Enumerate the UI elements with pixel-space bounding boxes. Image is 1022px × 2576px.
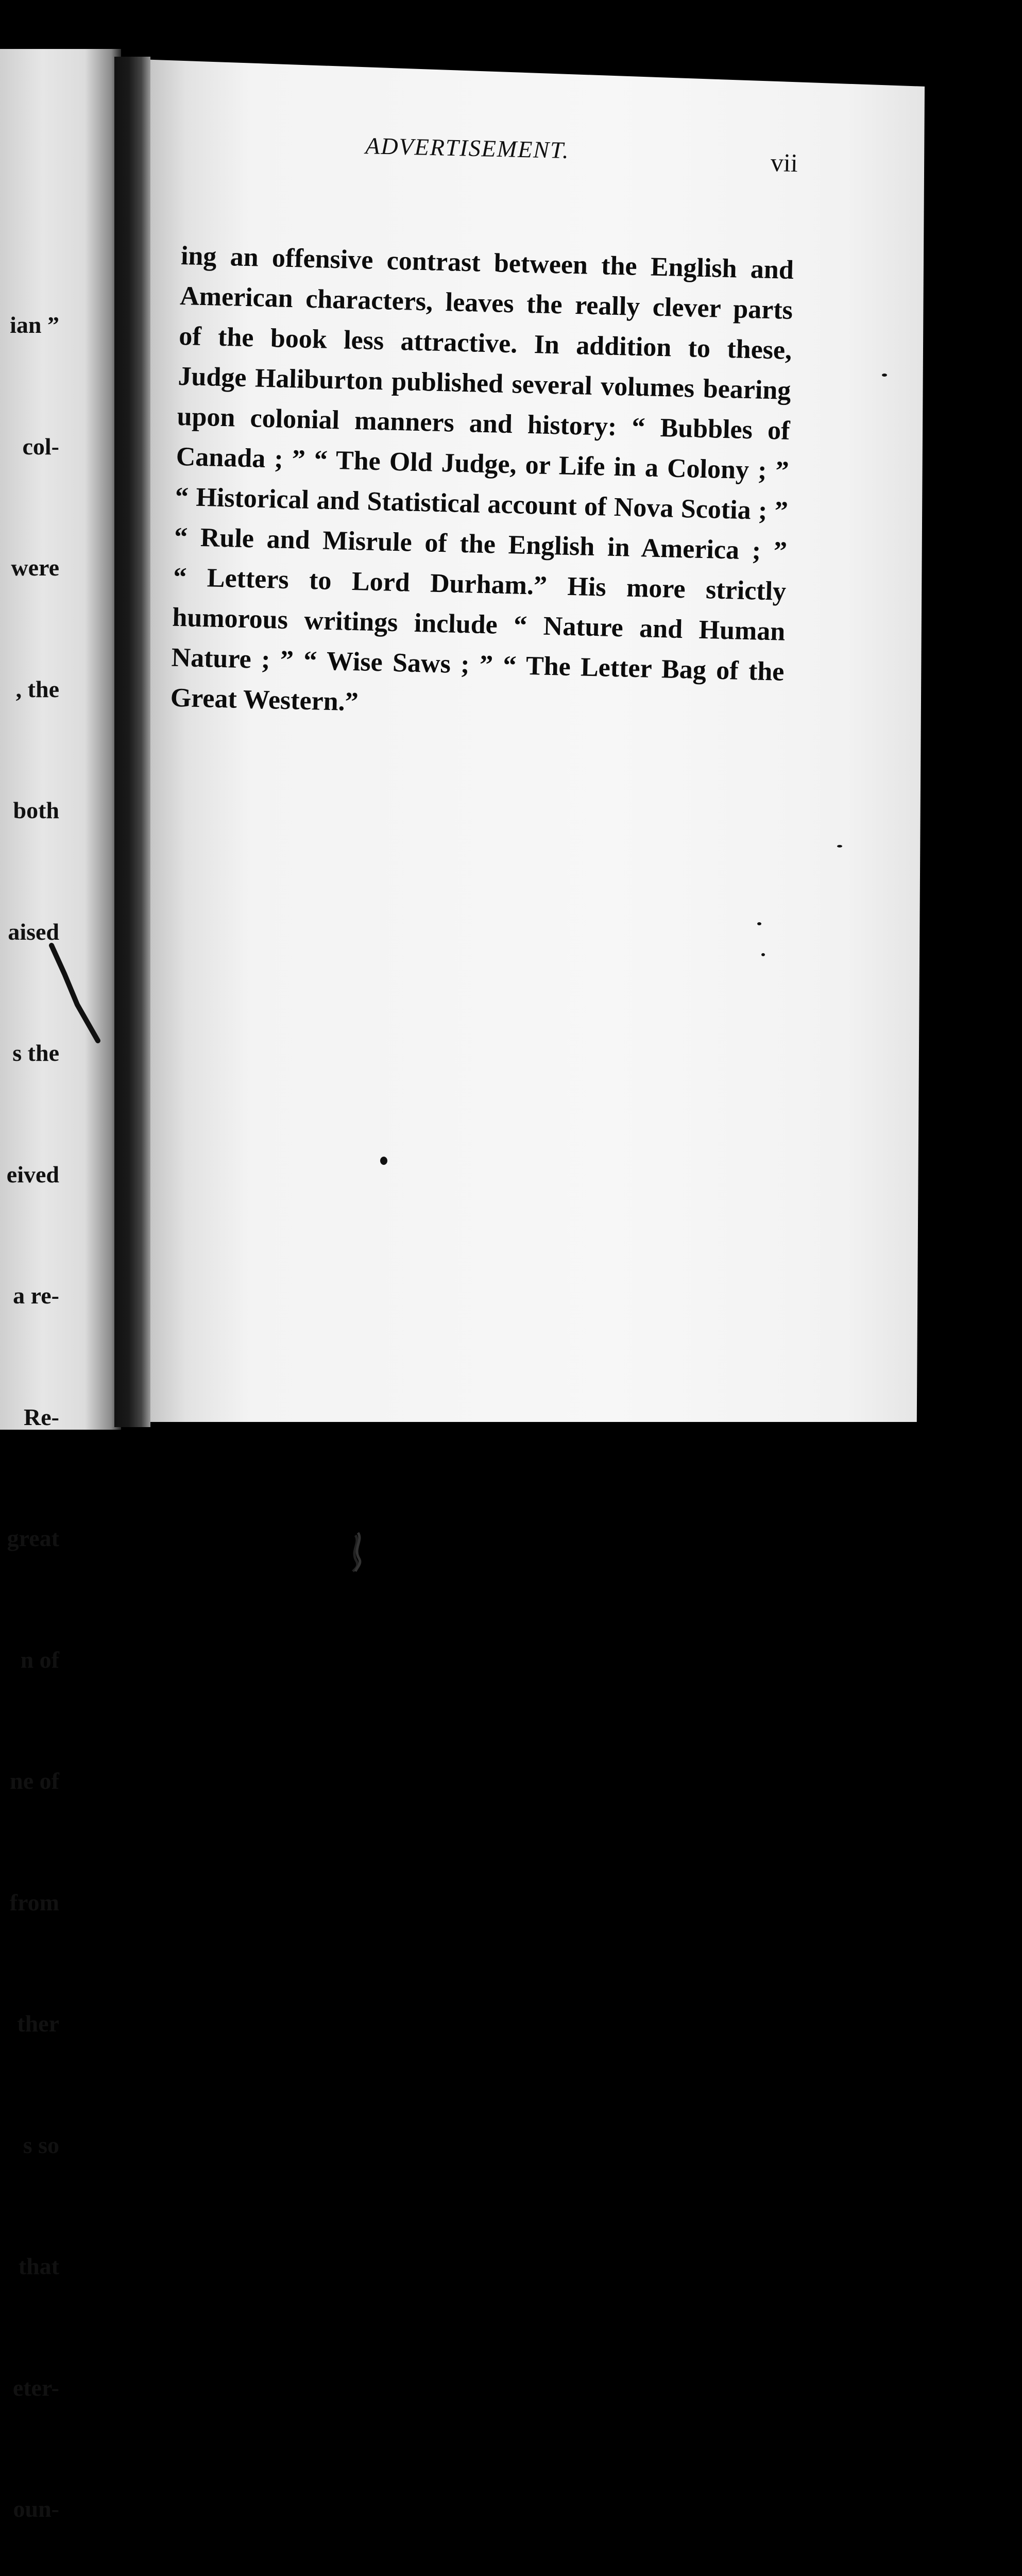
left-line: from — [9, 1889, 59, 1916]
left-line: , the — [15, 675, 59, 702]
left-line: ian ” — [10, 312, 59, 338]
text-line: “ Letters to Lord Durham.” His more strictly — [173, 562, 787, 606]
text-line: of the book less attractive. In addition to these, — [178, 321, 792, 365]
ink-speck — [380, 1157, 387, 1165]
text-line: Nature ; ” “ Wise Saws ; ” “ The Letter Bag of the — [171, 642, 785, 687]
left-line: eter- — [12, 2374, 59, 2401]
scratch-mark — [345, 1530, 371, 1577]
left-page-text — [0, 224, 59, 2576]
text-line: humorous writings include “ Nature and Human — [172, 602, 786, 647]
left-line: n of — [20, 1646, 59, 1673]
body-paragraph — [170, 236, 794, 733]
left-line: that — [18, 2253, 59, 2279]
left-line: oun- — [13, 2496, 59, 2522]
left-line: great — [7, 1525, 59, 1551]
page-number: vii — [770, 147, 798, 178]
ink-speck — [761, 953, 765, 956]
text-line: Judge Haliburton published several volumes bearing — [177, 361, 791, 405]
ink-speck — [757, 922, 761, 925]
left-line: eived — [6, 1161, 59, 1188]
text-line: “ Historical and Statistical account of Nova Scotia ; ” — [175, 482, 789, 526]
text-line: Great Western.” — [170, 683, 359, 717]
text-line: American characters, leaves the really clever parts — [179, 281, 793, 325]
running-head: ADVERTISEMENT. — [365, 132, 570, 164]
book-gutter-shadow — [114, 57, 150, 1427]
text-line: Canada ; ” “ The Old Judge, or Life in a Colony ; ” — [176, 442, 790, 486]
scratch-mark — [49, 943, 106, 1046]
left-line: s so — [23, 2131, 59, 2158]
left-line: ther — [17, 2010, 59, 2037]
left-line: both — [13, 797, 59, 823]
ink-speck — [882, 374, 887, 377]
text-line: upon colonial manners and history: “ Bubbles of — [177, 401, 791, 446]
left-line: col- — [22, 433, 59, 460]
ink-speck — [837, 845, 842, 848]
text-line: ing an offensive contrast between the English and — [180, 241, 794, 285]
left-line: were — [11, 554, 59, 581]
left-line: ne of — [10, 1768, 59, 1794]
text-line: “ Rule and Misrule of the English in America ; ” — [174, 522, 788, 566]
left-line: s the — [12, 1040, 59, 1066]
left-page-fragment — [0, 49, 121, 2522]
left-line: aised — [8, 918, 59, 945]
left-line: Re- — [24, 1403, 59, 1430]
left-line: a re- — [13, 1282, 59, 1309]
